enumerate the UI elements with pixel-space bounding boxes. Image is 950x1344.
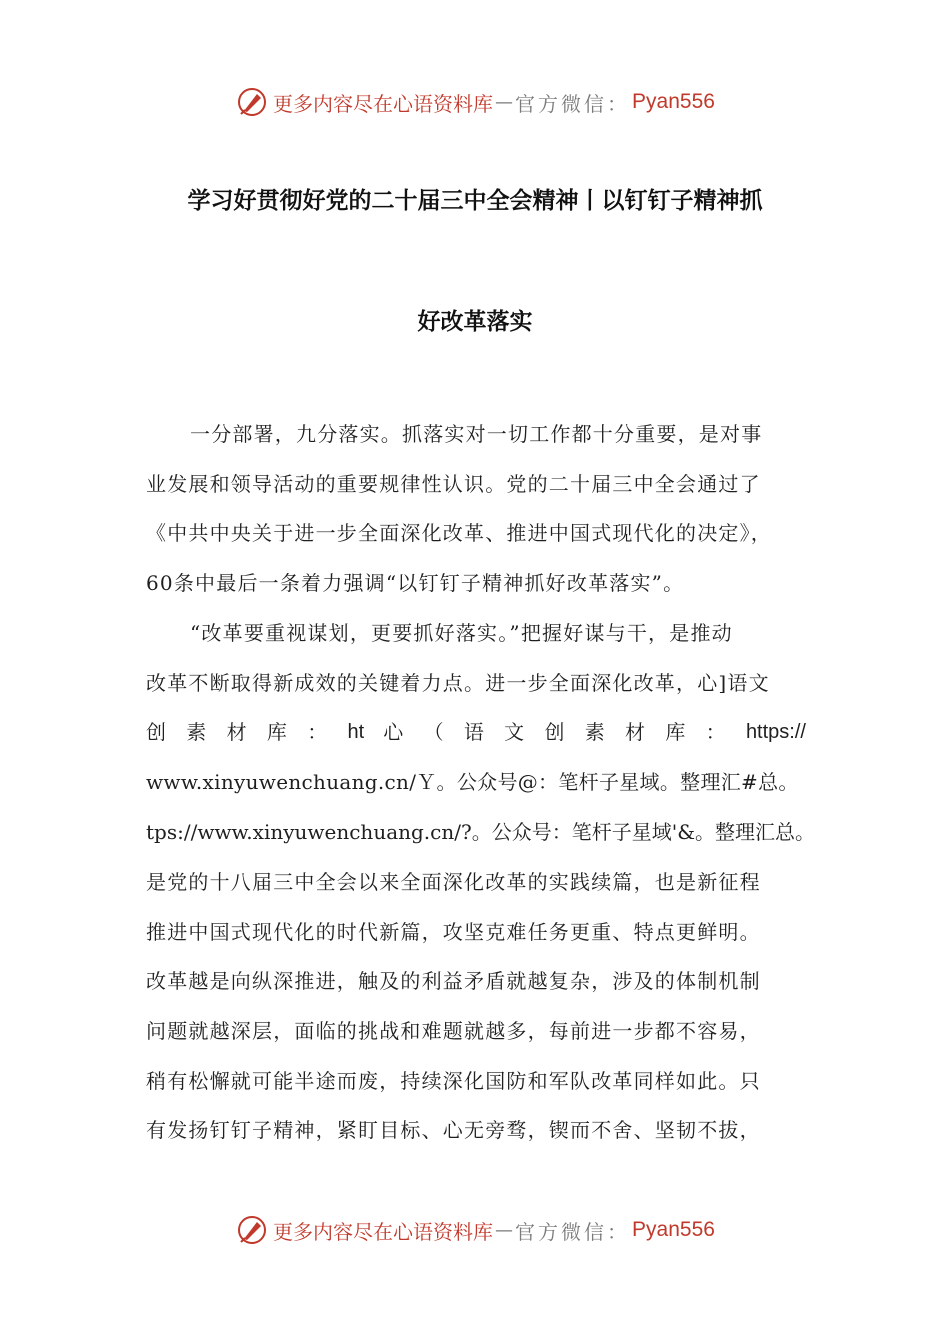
body-line-7-token: ht: [347, 721, 365, 743]
body-line-7-token: 心: [383, 720, 405, 744]
body-line-7-token: 库: [266, 720, 289, 744]
body-line-7-token: 创: [146, 720, 168, 744]
body-line-7-token: 材: [625, 720, 647, 744]
wechat-id: Pyan556: [632, 90, 715, 113]
banner-dash: —: [495, 1219, 514, 1241]
body-line-5: “改革要重视谋划，更要抓好落实。”把握好谋与干，是推动: [190, 621, 733, 645]
body-line-7-token: 库: [665, 720, 687, 744]
pen-nib-logo-icon: [235, 1213, 269, 1247]
site-slogan: 更多内容尽在心语资料库: [273, 91, 494, 116]
pen-nib-logo-icon: [235, 85, 269, 119]
body-line-14: 稍有松懈就可能半途而废，持续深化国防和军队改革同样如此。只: [146, 1069, 761, 1093]
body-line-8: www.xinyuwenchuang.cn/Ｙ。公众号@：笔杆子星域。整理汇#总。: [146, 770, 799, 794]
body-line-7-token: 材: [226, 720, 248, 744]
wechat-label: 官方微信：: [515, 1219, 631, 1244]
wechat-label: 官方微信：: [515, 91, 631, 116]
body-line-3: 《中共中央关于进一步全面深化改革、推进中国式现代化的决定》，: [146, 521, 772, 545]
body-line-7-token: 素: [584, 720, 606, 744]
body-line-15: 有发扬钉钉子精神，紧盯目标、心无旁骛，锲而不舍、坚韧不拔，: [146, 1118, 761, 1142]
body-line-7-token: https://: [745, 721, 806, 743]
header-watermark-banner: [0, 82, 950, 122]
body-line-11: 推进中国式现代化的时代新篇，攻坚克难任务更重、特点更鲜明。: [146, 920, 761, 944]
body-line-9: tps://www.xinyuwenchuang.cn/?。公众号：笔杆子星域'&。整理汇总。: [146, 820, 816, 844]
site-slogan: 更多内容尽在心语资料库: [273, 1219, 494, 1244]
wechat-id: Pyan556: [632, 1218, 715, 1241]
body-line-7-token: 素: [186, 720, 208, 744]
body-line-6: 改革不断取得新成效的关键着力点。进一步全面深化改革，心]语文: [146, 671, 770, 695]
body-line-2: 业发展和领导活动的重要规律性认识。党的二十届三中全会通过了: [146, 472, 761, 496]
body-line-7-token: 创: [544, 720, 566, 744]
body-line-7-token: （: [423, 720, 445, 744]
page-title-line-1: 学习好贯彻好党的二十届三中全会精神丨以钉钉子精神抓: [187, 188, 763, 214]
body-line-7-token: 语: [463, 720, 486, 744]
banner-dash: —: [495, 91, 514, 113]
body-line-7-token: ：: [705, 720, 727, 744]
body-line-13: 问题就越深层，面临的挑战和难题就越多，每前进一步都不容易，: [146, 1019, 761, 1043]
body-line-10: 是党的十八届三中全会以来全面深化改革的实践续篇，也是新征程: [146, 870, 761, 894]
body-line-7-token: 文: [504, 720, 526, 744]
body-line-7: [146, 717, 806, 747]
body-line-12: 改革越是向纵深推进，触及的利益矛盾就越复杂，涉及的体制机制: [146, 969, 761, 993]
body-line-4: 60条中最后一条着力强调“以钉钉子精神抓好改革落实”。: [146, 571, 685, 595]
footer-watermark-banner: [0, 1210, 950, 1250]
body-line-1: 一分部署，九分落实。抓落实对一切工作都十分重要，是对事: [190, 422, 763, 446]
page-title-line-2: 好改革落实: [417, 309, 533, 335]
body-line-7-token: ：: [307, 720, 329, 744]
